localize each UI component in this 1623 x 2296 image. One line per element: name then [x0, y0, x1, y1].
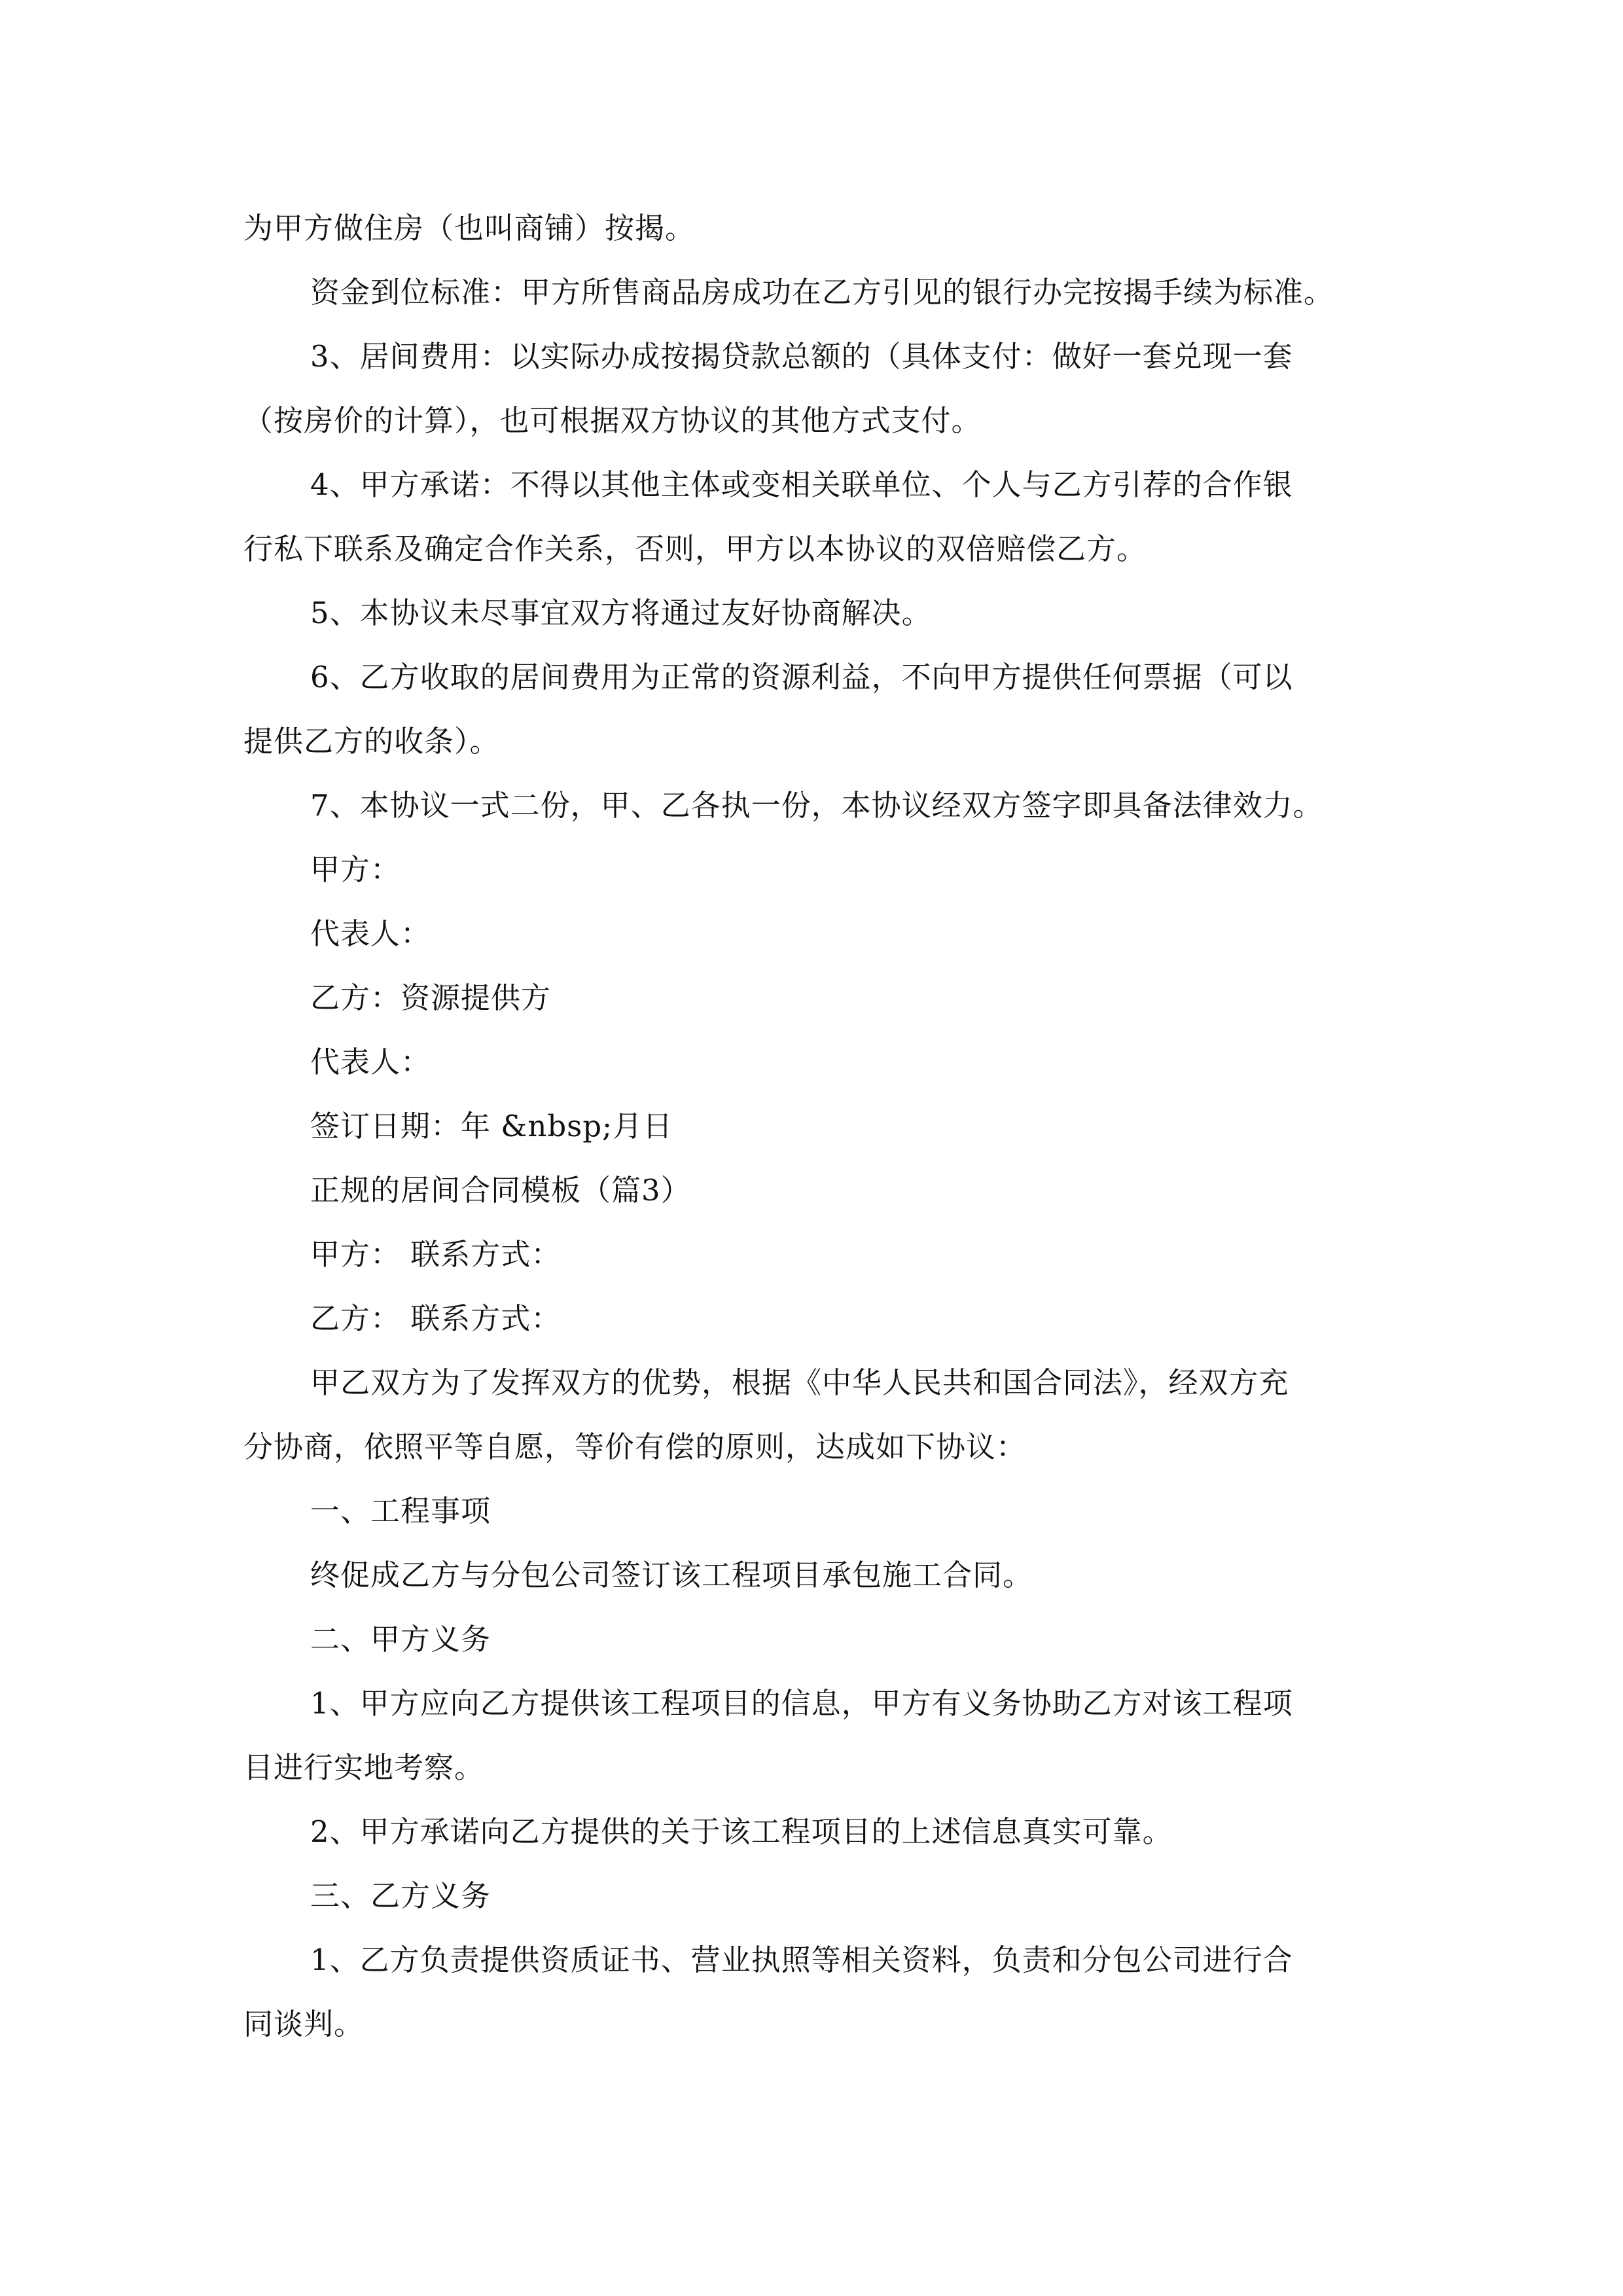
paragraph-line: （按房价的计算），也可根据双方协议的其他方式支付。	[243, 403, 982, 438]
paragraph-line: 1、甲方应向乙方提供该工程项目的信息，甲方有义务协助乙方对该工程项	[310, 1686, 1293, 1721]
section-heading: 二、甲方义务	[310, 1622, 491, 1657]
paragraph-line: 目进行实地考察。	[243, 1750, 485, 1785]
document-body	[243, 196, 1395, 2056]
section-heading: 三、乙方义务	[310, 1878, 491, 1913]
paragraph-line: 7、本协议一式二份，甲、乙各执一份，本协议经双方签字即具备法律效力。	[310, 788, 1323, 823]
party-line: 乙方： 联系方式：	[310, 1301, 562, 1336]
section-title: 正规的居间合同模板（篇3）	[310, 1173, 691, 1208]
paragraph-line: 提供乙方的收条）。	[243, 724, 500, 759]
paragraph-line: 终促成乙方与分包公司签订该工程项目承包施工合同。	[310, 1558, 1033, 1592]
signature-line: 代表人：	[310, 1045, 431, 1079]
paragraph-line: 5、本协议未尽事宜双方将通过友好协商解决。	[310, 596, 932, 630]
paragraph-line: 4、甲方承诺：不得以其他主体或变相关联单位、个人与乙方引荐的合作银	[310, 467, 1293, 502]
paragraph-line: 6、乙方收取的居间费用为正常的资源利益，不向甲方提供任何票据（可以	[310, 660, 1293, 694]
paragraph-line: 为甲方做住房（也叫商铺）按揭。	[243, 211, 696, 245]
date-line: 签订日期：年 &nbsp;月日	[310, 1109, 673, 1143]
paragraph-line: 资金到位标准：甲方所售商品房成功在乙方引见的银行办完按揭手续为标准。	[310, 275, 1334, 310]
signature-line: 甲方：	[310, 852, 401, 887]
paragraph-line: 分协商，依照平等自愿，等价有偿的原则，达成如下协议：	[243, 1429, 1027, 1464]
paragraph-line: 甲乙双方为了发挥双方的优势，根据《中华人民共和国合同法》，经双方充	[310, 1365, 1289, 1400]
party-line: 甲方： 联系方式：	[310, 1237, 562, 1272]
section-heading: 一、工程事项	[310, 1494, 491, 1528]
paragraph-line: 同谈判。	[243, 2007, 365, 2041]
signature-line: 代表人：	[310, 916, 431, 951]
paragraph-line: 3、居间费用：以实际办成按揭贷款总额的（具体支付：做好一套兑现一套	[310, 339, 1293, 374]
paragraph-line: 2、甲方承诺向乙方提供的关于该工程项目的上述信息真实可靠。	[310, 1814, 1173, 1849]
signature-line: 乙方：资源提供方	[310, 980, 552, 1015]
paragraph-line: 1、乙方负责提供资质证书、营业执照等相关资料，负责和分包公司进行合	[310, 1943, 1293, 1977]
paragraph-line: 行私下联系及确定合作关系，否则，甲方以本协议的双倍赔偿乙方。	[243, 531, 1147, 566]
